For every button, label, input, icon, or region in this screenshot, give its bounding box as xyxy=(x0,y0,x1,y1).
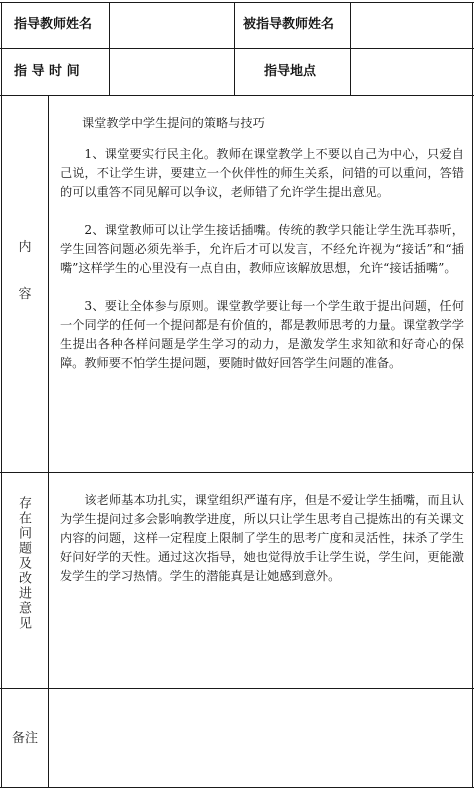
table-border-bottom xyxy=(0,787,474,788)
content-paragraph-1: 1、课堂要实行民主化。教师在课堂教学上不要以自己为中心，只爱自己说，不让学生讲，要建立一个伙伴性的师生关系，问错的可以重问，答错的可以重答不同见解可以争议，老师错了允许学生提出意见。 xyxy=(60,147,464,199)
table-border-top xyxy=(0,2,474,3)
remarks-label: 备注 xyxy=(11,731,38,746)
mentee-name-label: 被指导教师姓名 xyxy=(243,17,335,32)
table-row-divider xyxy=(0,48,474,49)
mentor-name-label: 指导教师姓名 xyxy=(14,17,93,32)
content-title: 课堂教学中学生提问的策略与技巧 xyxy=(81,116,265,130)
content-paragraph-3: 3、要让全体参与原则。课堂教学要让每一个学生敢于提出问题，任何一个同学的任何一个提问都是有价值的，都是教师思考的力量。课堂教学学生提出各种各样问题是学生学习的动力，是激发学生求知欲和好奇心的保障。教师要不怕学生提问题，要随时做好回答学生问题的准备。 xyxy=(60,299,464,370)
content-body xyxy=(60,114,464,392)
table-column-divider xyxy=(109,2,110,95)
table-column-divider xyxy=(350,2,351,95)
table-border-right xyxy=(472,2,473,788)
table-column-divider xyxy=(234,2,235,95)
content-label-bottom: 容 xyxy=(18,287,32,302)
content-label-top: 内 xyxy=(18,240,32,255)
issues-text: 该老师基本功扎实，课堂组织严谨有序，但是不爱让学生插嘴，而且认为学生提问过多会影响教学进度，所以只让学生思考自己提炼出的有关课文内容的问题，这样一定程度上限制了学生的思考广度和灵活性，抹杀了学生好问好学的天性。通过这次指导，她也觉得放手让学生说，学生问，更能激发学生的学习热情。学生的潜能真是让她感到意外。 xyxy=(60,493,464,583)
table-row-divider xyxy=(0,472,474,473)
table-border-left xyxy=(1,2,2,788)
guidance-location-label: 指导地点 xyxy=(264,64,317,79)
content-paragraph-2: 2、课堂教师可以让学生接话插嘴。传统的教学只能让学生洗耳恭听，学生回答问题必须先举手，允许后才可以发言，不经允许视为“接话”和“插嘴”这样学生的心里没有一点自由，教师应该解放思想，允许“接话插嘴”。 xyxy=(60,223,464,275)
table-row-divider xyxy=(0,688,474,689)
issues-label: 存在问题及改进意见 xyxy=(16,496,31,631)
issues-body xyxy=(60,491,464,586)
table-column-divider xyxy=(48,95,49,788)
guidance-time-label: 指 导 时 间 xyxy=(14,64,80,79)
table-row-divider xyxy=(0,95,474,96)
